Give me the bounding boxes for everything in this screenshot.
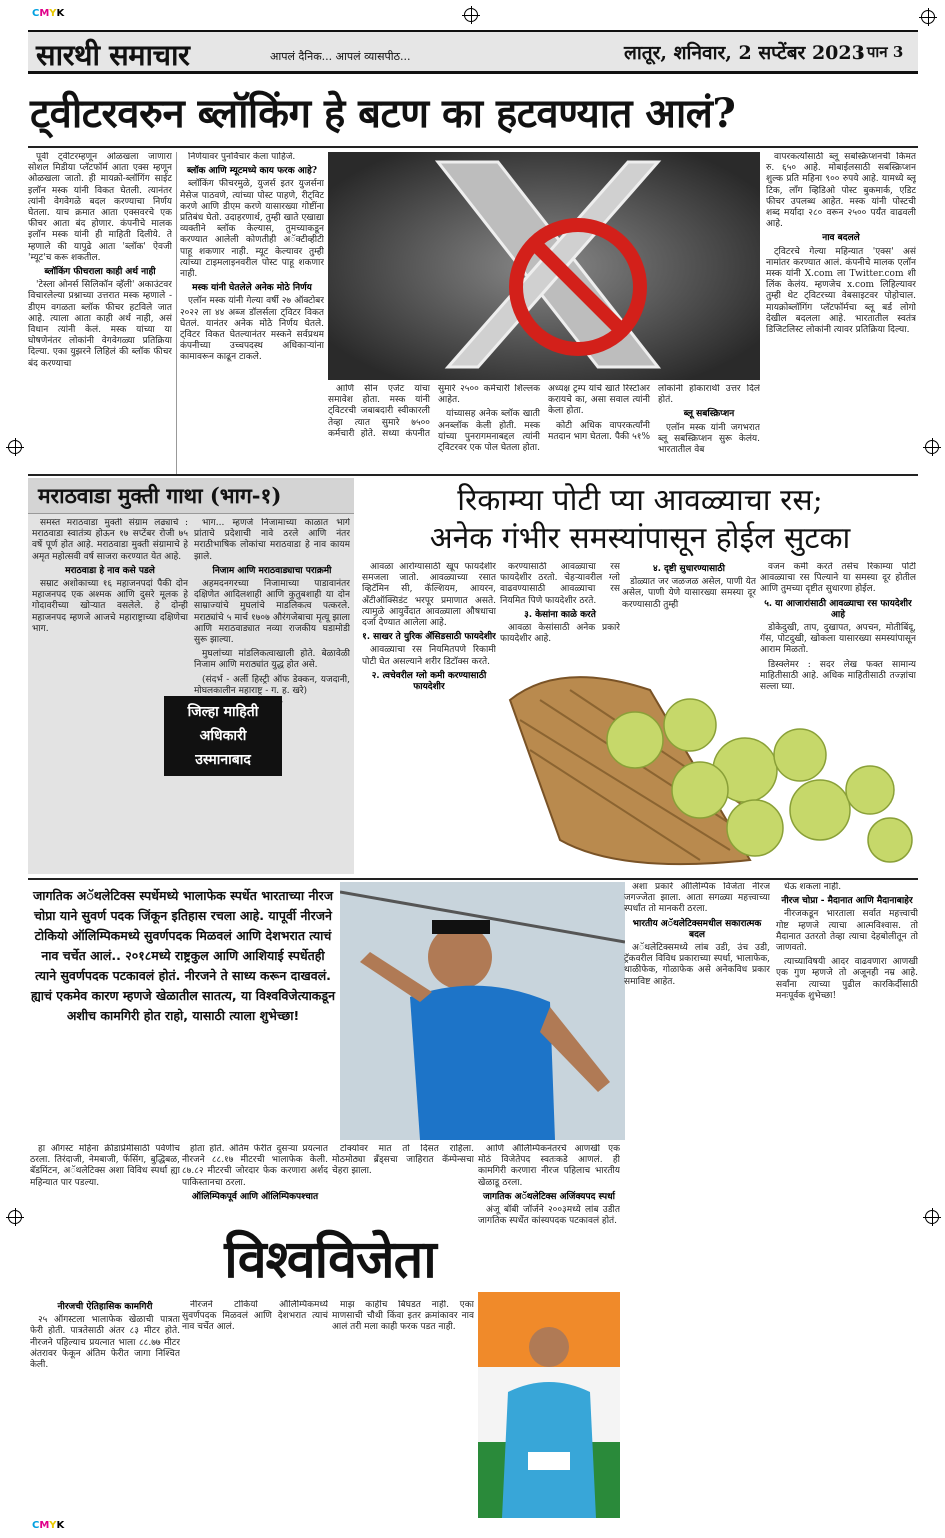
- masthead-dateline: लातूर, शनिवार, 2 सप्टेंबर 2023: [624, 42, 865, 64]
- masthead: [28, 30, 918, 74]
- neeraj-col1b: नीरजची ऐतिहासिक कामगिरी २५ ऑगस्टला भालाफेक खेळाची पात्रता फेरी होती. पात्रतेसाठी अंतर ८३ मीटर होते. नीरजने पहिल्याच प्रयत्नात भाला ८८.७७ मीटर अंतरावर फेकून अंतिम फेरीत जागा निश्चित केली.: [30, 1302, 180, 1371]
- box-line2: अधिकारी: [199, 728, 247, 744]
- page-number: । पान 3: [856, 43, 904, 61]
- amla-col1: आवळा आरोग्यासाठी खूप फायदेशीर समजला जातो. आवळ्याच्या रसात व्हिटॅमिन सी, कॅल्शियम, आयरन, अँटीऑक्सिडंट भरपूर प्रमाणात असते. त्यामुळे आयुर्वेदात आवळ्याला औषधाचा दर्जा देण्यात आलेला आहे. १. साखर ते युरिक ॲसिडसाठी फायदेशीर आवळ्याचा रस नियमितपणे रिकामी पोटी घेत असल्याने शरीर डिटॉक्स करते. २. त्वचेवरील ग्लो कमी करण्यासाठी फायदेशीर: [362, 562, 496, 693]
- marathwada-col1: समस्त मराठवाडा मुक्ती संग्राम लढ्याचे : मराठवाडा स्वातंत्र्य होऊन १७ सप्टेंबर रोजी ७५ वर्षे पूर्ण होत आहे. मराठवाडा मुक्ती संग्रामाचे हे अमृत महोत्सवी वर्ष साजरा करण्यात येत आहे. मराठवाडा हे नाव कसे पडले सम्राट अशोकाच्या १६ महाजनपदां पैकी दोन महाजनपद एक अश्मक आणि दुसरे मूलक हे गोदावरीच्या खोऱ्यात वसलेले. हे दोन्ही महाजनपद म्हणजे आजचे महाराष्ट्राच्या दक्षिणेचा भाग.: [32, 518, 188, 634]
- neeraj-throw-photo: [340, 882, 625, 1140]
- twitter-article-col1: पूर्वी ट्वीटरम्हणून ओळखला जाणारा सोशल मिडीया प्लॅटफॉर्म आता एक्स म्हणून ओळखला जातो. ही मायक्रो-ब्लॉगिंग साईट इलॉन मस्क यांनी विकत घेतली. त्यानंतर त्यांनी वेगवेगळे बदल करण्याचा निर्णय घेतला. याच क्रमात आता एक्सवरचे एक फीचर आता बंद होणार. कंपनीचे मालक इलॉन मस्क यांनी ही माहिती दिलीये. ते म्हणाले की यापुढे आता 'ब्लॉक' ऐवजी 'म्यूट'च करू शकतील. ब्लॉकिंग फीचराला काही अर्थ नाही 'टेस्ला ओनर्स सिलिकॉन व्हॅली' अकाउंटवर विचारलेल्या प्रश्नाच्या उत्तरात मस्क म्हणाले - डीएम वगळता ब्लॉक फीचर हटविले जात आहे. त्याला आता काही अर्थ नाही, असं विधान त्यांनी केलं. मस्क यांच्या या घोषणेनंतर लोकांनी वेगवेगळ्या प्रतिक्रिया दिल्या. एका युझरने लिहिलं की ब्लॉक फीचर बंद करण्याचा: [28, 152, 172, 369]
- amla-col4: वजन कमी करते तसेच रिकाम्या पोटी आवळ्याचा रस पिल्याने या समस्या दूर होतील आणि तुमच्या दृष्टीत सुधारणा होईल. ५. या आजारांसाठी आवळ्याचा रस फायदेशीर आहे डोकेदुखी, ताप, दुखापत, अपचन, मोतीबिंदू, गॅस, पोटदुखी, खोकला यासारख्या समस्यांपासून आराम मिळतो. डिस्क्लेमर : सदर लेख फक्त सामान्य माहितीसाठी आहे. अधिक माहितीसाठी तज्ज्ञांचा सल्ला घ्या.: [760, 562, 916, 693]
- cmyk-y: Y: [49, 8, 57, 19]
- headline-twitter: ट्वीटरवरुन ब्लॉकिंग हे बटण का हटवण्यात आलं?: [30, 90, 736, 137]
- neeraj-col3: टोक्योवर मात तो दिसत राहिला. मोठमोठ्या ब्रँड्सचा जाहिरात कॅम्पेन्सचा चेहरा झाला.: [332, 1144, 474, 1177]
- vishwavijeta-title: विश्वविजेता: [224, 1230, 436, 1290]
- masthead-tagline: आपलं दैनिक... आपलं व्यासपीठ...: [270, 50, 411, 63]
- neeraj-flag-photo: [478, 1292, 620, 1518]
- amla-col2: करण्यासाठी आवळ्याचा रस फायदेशीर ठरतो. चेहऱ्यावरील ग्लो वाढवण्यासाठी आवळ्याचा रस नियमित पिणे फायदेशीर ठरते. ३. केसांना काळे करते आवळा केसांसाठी अनेक प्रकारे फायदेशीर आहे.: [500, 562, 620, 645]
- amla-headline-2: अनेक गंभीर समस्यांपासून होईल सुटका: [429, 521, 851, 556]
- registration-mark-icon: [925, 1210, 939, 1224]
- color-registration-top: [32, 8, 64, 19]
- x-logo-photo: [328, 152, 760, 380]
- neeraj-col1: हा ऑगस्ट महिना क्रीडाप्रेमींसाठी पर्वणीच ठरला. तिरंदाजी, नेमबाजी, फेंसिंग, बुद्धिबळ, बॅडमिंटन, अॅथलेटिक्स अशा विविध स्पर्धा ह्या महिन्यात पार पडल्या.: [30, 1144, 180, 1188]
- cmyk-c: C: [32, 1520, 40, 1531]
- cmyk-k: K: [56, 8, 65, 19]
- twitter-article-mid: आणि सीन एजेट यांचा समावेश होता. मस्क यांनी ट्विटरची जबाबदारी स्वीकारली तेव्हा त्यात सुमारे ७५०० कर्मचारी होते. सध्या कंपनीत सुमारे २५०० कर्मचारी शिल्लक आहेत. यांच्यासह अनेक ब्लॉक खाती अनब्लॉक केली होती. मस्क यांच्या पुनरागमनाबद्दल त्यांनी ट्विटरवर एक पोल घेतला होता. अध्यक्ष ट्रम्प यांचे खाते रिस्टोअर करायचे का, असा सवाल त्यांनी केला होता. कोटी अधिक वापरकर्त्यांनी मतदान भाग घेतला. पैकी ५१% लोकांनी होकारार्थी उत्तर दिलं होतं. ब्लू सबस्क्रिप्शन एलॉन मस्क यांनी जगभरात ब्लू सबस्क्रिप्शन सुरू केलंय. भारतातील वेब: [328, 384, 760, 456]
- box-line1: जिल्हा माहिती: [187, 704, 259, 720]
- color-registration-bottom: [32, 1520, 64, 1531]
- marathwada-col2: भाग... म्हणजे निजामाच्या काळात भागे प्रांताचे प्रदेशाची नावे ठरले आणि नंतर मराठीभाषिक लोकांचा मराठवाडा हे नाव कायम झाले. निजाम आणि मराठवाड्याचा पराक्रमी अहमदनगरच्या निजामाच्या पाडावानंतर दक्षिणेत आदिलशाही आणि कुतुबशाही या दोन साम्राज्यांचे मुघलांचे माडलिकत्व पत्करले. मराठ्यांचे ५ मार्च १७०७ औरंगजेबाचा मृत्यू झाला आणि मराठवाड्यात नव्या राजकीय घडामोडी सुरू झाल्या. मुघलांच्या मांडलिकत्वाखाली होते. बेळावेळी निजाम आणि मराठ्यांत युद्ध होत असे. (संदर्भ - अर्ली हिस्ट्री ऑफ डेक्कन, यजदानी, मोघलकालीन महाराष्ट्र - ग. ह. खरे): [194, 518, 350, 696]
- cmyk-m: M: [39, 8, 50, 19]
- amla-basket-photo: [500, 660, 920, 874]
- cmyk-y: Y: [49, 1520, 57, 1531]
- neeraj-col4: आणि ऑलिम्पिकनंतरचे आणखी एक मोठं विजेतेपद स्वतःकडे आणलं. ही कामगिरी करणारा नीरज पहिलाच भारतीय खेळाडू ठरला. जागतिक अॅथलेटिक्स अजिंक्यपद स्पर्धा अंजू बॉबी जॉर्जने २००३मध्ये लांब उडीत जागतिक स्पर्धेत कांस्यपदक पटकावलं होतं.: [478, 1144, 620, 1227]
- twitter-article-col6: वापरकर्त्यांसाठी ब्लू सबस्क्रिप्शनची किंमत रु. ६५० आहे. मोबाईलसाठी सबस्क्रिप्शन शुल्क प्रति महिना ९०० रुपये आहे. यामध्ये ब्लू टिक, लॉंग व्हिडिओ पोस्ट बुकमार्क, एडिट फीचर उपलब्ध आहेत. मस्क यांनी पोस्टची शब्द मर्यादा २८० वरून २५०० पर्यंत वाढवली आहे. नाव बदलले ट्विटरचे गेल्या महिन्यात 'एक्स' असं नामांतर करण्यात आलं. कंपनीचे मालक एलॉन मस्क यांनी X.com ला Twitter.com शी लिंक केलंय. म्हणजेच x.com लिहिल्यावर तुम्ही थेट ट्विटरच्या वेबसाइटवर पोहोचाल. मायक्रोब्लॉगिंग प्लॅटफॉर्मचा ब्लू बर्ड लोगो देखील बदलला आहे. भारतातील स्वतंत्र डिजिटलिस्ट लोकांनी त्यावर प्रतिक्रिया दिल्या.: [766, 152, 916, 336]
- amla-col3: ४. दृष्टी सुधारण्यासाठी डोळ्यात जर जळजळ असेल, पाणी येत असेल, पाणी येणे यासारख्या समस्या दूर करण्यासाठी तुम्ही: [622, 564, 756, 610]
- registration-mark-icon: [8, 1210, 22, 1224]
- district-info-box: [164, 696, 282, 776]
- neeraj-col3b: माझ काहीच बिघडत नाही. एका माणसाची चौथी किंवा इतर क्रमांकावर नाव आलं तरी मला काही फरक पडत नाही.: [332, 1300, 474, 1333]
- neeraj-col5: अशा प्रकारे ऑलिम्पिक विजेता नीरज जगज्जेता झाला. आता सगळ्या महत्त्वाच्या स्पर्धांत तो मानकरी ठरला. भारतीय अॅथलेटिक्समधील सकारात्मक बदल अॅथलेटिक्समध्ये लांब उडी, उंच उडी, ट्रॅकवरील विविध प्रकाराच्या स्पर्धा, भालाफेक, थाळीफेक, गोळाफेक असे अनेकविध प्रकार समाविष्ट आहेत.: [624, 882, 770, 987]
- neeraj-col2: होता होते. अंतिम फेरीत दुसऱ्या प्रयत्नात नीरजने ८८.१७ मीटरची भालाफेक केली. ८७.८२ मीटरची जोरदार फेक करणारा अर्शद पाकिस्तानचा ठरला. ऑलिम्पिकपूर्व आणि ऑलिम्पिकपश्चात: [182, 1144, 328, 1202]
- cmyk-c: C: [32, 8, 40, 19]
- registration-mark-icon: [925, 440, 939, 454]
- amla-headline-1: रिकाम्या पोटी प्या आवळ्याचा रस;: [457, 483, 823, 518]
- neeraj-intro: जागतिक अॅथलेटिक्स स्पर्धेमध्ये भालाफेक स्पर्धेत भारताच्या नीरज चोप्रा याने सुवर्ण पदक जिंकून इतिहास रचला आहे. यापूर्वी नीरजने टोकियो ऑलिम्पिकमध्ये सुवर्णपदक मिळवलं आणि देशभरात त्याचं नाव चर्चेत आलं.. २०१८मध्ये राष्ट्रकुल आणि आशियाई स्पर्धेतही त्याने सुवर्णपदक पटकावलं होतं. नीरजने ते साध्य करून दाखवलं. ह्याचं एकमेव कारण म्हणजे खेळातील सातत्य, या विश्वविजेत्याकडून अशीच कामगिरी होत राहो, यासाठी त्याला शुभेच्छा!: [30, 888, 336, 1023]
- marathwada-title: [28, 478, 354, 514]
- registration-mark-icon: [8, 440, 22, 454]
- twitter-article-col2: निर्णयावर पुनर्विचार केला पाहिजे. ब्लॉक आणि म्यूटमध्ये काय फरक आहे? ब्लॉकिंग फीचरमुळे, युजर्स इतर युजर्सना मेसेज पाठवणे, त्यांच्या पोस्ट पाहणे, रीट्विट करणे आणि डीएम करणे यासारख्या गोष्टींना प्रतिबंध घेतो. उदाहरणार्थ, तुम्ही खाते एखाद्या व्यक्तीने ब्लॉक केल्यास, तुमच्याकडून करण्यात आलेली कोणतीही अॅक्टीव्हीटी पाहू शकणार नाही. म्यूट केल्यावर तुम्ही त्यांच्या टाइमलाइनवरील पोस्ट पाहू शकणार नाही. मस्क यांनी घेतलेले अनेक मोठे निर्णय एलॉन मस्क यांनी गेल्या वर्षी २७ ऑक्टोबर २०२२ ला ४४ अब्ज डॉलर्सला ट्विटर विकत घेतलं. यानंतर अनेक मोठे निर्णय घेतले. ट्विटर विकत घेतल्यानंतर मस्कने सर्वप्रथम कंपनीच्या उच्चपदस्थ अधिकाऱ्यांना कामावरून काढून टाकले.: [180, 152, 324, 363]
- neeraj-col6: धेऊ शकला नाही. नीरज चोप्रा - मैदानात आणि मैदानाबाहेर नीरजकडून भारताला सर्वात महत्त्वाची गोष्ट म्हणजे त्याचा आत्मविश्वास. तो मैदानात उतरतो तेव्हा त्याचा देहबोलीतून तो जाणवतो. त्याच्याविषयी आदर वाढवणारा आणखी एक गुण म्हणजे तो अजूनही नम्र आहे. सर्वांना त्याच्या पुढील कारकिर्दीसाठी मनःपूर्वक शुभेच्छा!: [776, 882, 918, 1001]
- cmyk-m: M: [39, 1520, 50, 1531]
- cmyk-k: K: [56, 1520, 65, 1531]
- masthead-title: सारथी समाचार: [36, 38, 190, 72]
- marathwada-title-text: मराठवाडा मुक्ती गाथा (भाग-१): [38, 483, 282, 508]
- box-line3: उस्मानाबाद: [195, 752, 251, 768]
- neeraj-col2b: नीरजने टोकियो ऑलिम्पिकमध्ये सुवर्णपदक मिळवलं आणि देशभरात त्याचं नाव चर्चेत आलं.: [182, 1300, 328, 1333]
- registration-mark-icon: [921, 10, 935, 24]
- registration-mark-icon: [464, 8, 478, 22]
